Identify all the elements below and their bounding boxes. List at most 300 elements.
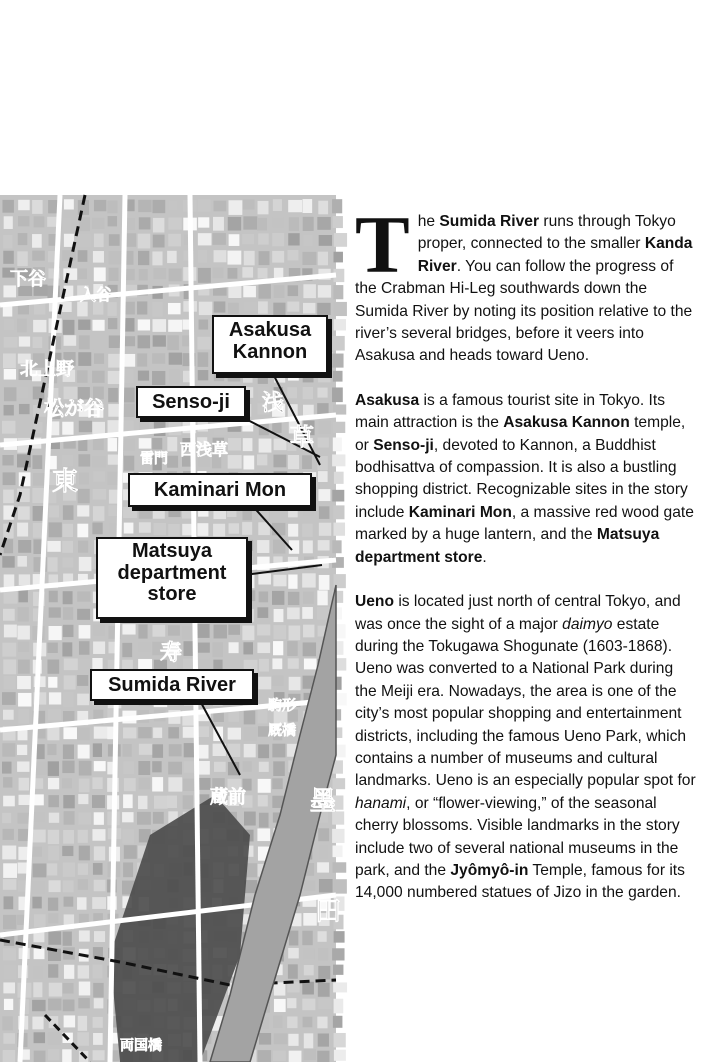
map-block — [317, 607, 329, 620]
map-block — [332, 454, 345, 466]
map-place-name: 草 — [290, 423, 314, 451]
map-block — [3, 353, 16, 368]
map-block — [303, 948, 315, 959]
map-block — [62, 846, 73, 856]
map-block — [257, 540, 269, 553]
map-block — [137, 301, 147, 314]
map-place-name: 両国橋 — [120, 1038, 162, 1054]
map-block — [273, 641, 283, 655]
map-block — [318, 540, 330, 550]
map-block — [304, 880, 315, 891]
map-block — [273, 625, 286, 639]
map-block — [63, 744, 74, 759]
map-block — [93, 947, 103, 958]
map-block — [303, 625, 314, 638]
map-block — [288, 658, 299, 668]
map-block — [63, 607, 73, 620]
p2-bold-senso-ji: Senso-ji — [373, 436, 434, 454]
map-block — [17, 761, 29, 771]
map-block — [228, 624, 240, 634]
map-block — [3, 777, 12, 787]
map-block — [302, 982, 314, 995]
map-block — [78, 489, 90, 503]
map-block — [288, 574, 297, 588]
map-block — [242, 267, 253, 278]
map-block — [48, 557, 58, 571]
map-block — [318, 931, 327, 942]
map-block — [138, 335, 151, 348]
map-block — [243, 199, 255, 209]
map-block — [288, 524, 298, 537]
map-block — [3, 948, 16, 960]
map-block — [168, 200, 177, 210]
map-block — [214, 201, 227, 212]
map-block — [3, 505, 13, 519]
map-block — [77, 694, 89, 706]
map-block — [274, 1033, 288, 1044]
map-block — [94, 846, 105, 860]
map-block — [304, 1033, 313, 1048]
map-block — [243, 761, 252, 771]
map-block — [79, 930, 90, 941]
map-block — [318, 285, 331, 298]
callout-asakusa-kannon-line2: Kannon — [232, 340, 308, 363]
map-block — [78, 745, 90, 759]
p3-text-2: estate during the Tokugawa Shogunate (1603-1868). Ueno was converted to a National Park during the Meiji era. Nowadays, the area is one of the city’s most popular shopping and entertainment districts, including the famous Ueno Park, which contains a number of museums and cultural landmarks. Ueno is an especially popular spot for — [355, 615, 696, 790]
map-block — [318, 966, 330, 979]
map-block — [78, 1016, 87, 1031]
map-block — [272, 217, 284, 227]
map-block — [288, 285, 298, 296]
map-block — [289, 931, 298, 946]
p1-bold-kanda-river: Kanda River — [417, 235, 693, 275]
map-block — [19, 337, 30, 347]
map-block — [18, 200, 30, 210]
map-block — [273, 455, 286, 468]
map-block — [2, 692, 16, 705]
p1-text-3: . You can follow the progress of the Crabman Hi-Leg southwards down the Sumida River by noting its position relative to the river’s several bridges, before it veers into Asakusa and heads toward Ueno. — [355, 257, 693, 365]
map-block — [47, 541, 60, 552]
map-block — [288, 948, 299, 958]
callout-sumida-river-text: Sumida River — [108, 674, 236, 696]
p2-text-1: is a famous tourist site in Tokyo. Its main attraction is the — [355, 391, 666, 432]
map-block — [32, 1000, 45, 1011]
map-block — [258, 301, 268, 313]
map-block — [258, 795, 268, 806]
map-block — [287, 641, 298, 656]
map-block — [243, 286, 256, 297]
map-block — [78, 320, 90, 330]
map-block — [228, 728, 241, 740]
map-block — [288, 200, 302, 212]
map-block — [124, 523, 134, 534]
map-block — [288, 507, 298, 518]
map-block — [303, 642, 316, 656]
map-block — [272, 591, 284, 605]
map-place-name: 雷門 — [140, 451, 168, 467]
map-block — [138, 371, 149, 381]
map-place-name: 東 — [52, 467, 79, 497]
map-block — [4, 216, 13, 229]
map-block — [152, 353, 165, 364]
map-block — [334, 1050, 346, 1061]
map-block — [273, 761, 285, 776]
map-block — [274, 285, 285, 298]
map-block — [288, 964, 298, 978]
map-block — [303, 1049, 316, 1060]
map-block — [2, 200, 13, 213]
map-block — [93, 641, 105, 653]
map-block — [228, 303, 239, 314]
map-block — [48, 964, 58, 978]
map-block — [32, 897, 41, 909]
map-block — [152, 302, 162, 317]
map-block — [78, 965, 89, 978]
map-block — [94, 880, 106, 891]
map-block — [139, 744, 153, 755]
map-block — [274, 609, 284, 622]
map-block — [93, 471, 105, 481]
map-block — [48, 1032, 61, 1045]
map-block — [63, 692, 73, 707]
map-block — [63, 880, 74, 892]
map-block — [92, 422, 105, 434]
map-block — [183, 795, 193, 809]
map-block — [302, 524, 313, 537]
map-block — [48, 830, 59, 844]
map-block — [243, 642, 253, 654]
map-block — [288, 233, 299, 245]
map-block — [47, 863, 57, 875]
map-block — [49, 626, 62, 640]
map-block — [3, 965, 16, 979]
map-block — [152, 744, 163, 758]
map-block — [168, 303, 181, 314]
map-block — [33, 523, 43, 538]
map-block — [318, 420, 331, 434]
map-block — [169, 269, 182, 282]
paragraph-sumida-river — [355, 199, 699, 368]
map-block — [289, 1051, 302, 1062]
map-block — [319, 575, 330, 590]
map-block — [78, 812, 91, 824]
map-block — [79, 557, 92, 571]
map-block — [257, 829, 270, 842]
map-block — [48, 931, 61, 944]
map-block — [17, 454, 31, 467]
map-block — [304, 965, 314, 975]
map-block — [214, 762, 226, 772]
map-block — [63, 625, 74, 637]
map-block — [287, 1016, 297, 1028]
drop-cap: T — [355, 199, 410, 290]
p3-text-1: is located just north of central Tokyo, and was once the sight of a major — [355, 593, 681, 633]
map-block — [79, 421, 92, 432]
map-block — [19, 795, 30, 805]
map-block — [287, 387, 297, 398]
map-block — [64, 675, 76, 689]
map-block — [272, 233, 284, 246]
map-block — [318, 489, 330, 501]
map-block — [332, 829, 344, 843]
map-block — [109, 268, 119, 281]
map-block — [273, 1015, 282, 1028]
map-block — [153, 268, 166, 279]
map-block — [63, 524, 73, 537]
map-block — [3, 829, 14, 840]
map-block — [272, 778, 282, 789]
map-block — [123, 727, 136, 738]
map-block — [243, 438, 253, 451]
map-block — [122, 420, 133, 431]
map-place-name: 松が谷 — [44, 396, 104, 420]
map-block — [18, 506, 30, 519]
map-block — [303, 387, 313, 399]
map-block — [93, 438, 104, 450]
callout-matsuya-line2: department — [117, 561, 227, 584]
p2-text-4: , a massive red wood gate marked by a huge lantern, and the — [355, 503, 694, 544]
map-block — [258, 1050, 272, 1062]
map-block — [258, 744, 269, 758]
map-block — [33, 966, 44, 979]
map-block — [2, 1016, 13, 1030]
map-block — [33, 337, 43, 348]
p3-text-4: Temple, famous for its 14,000 numbered statues of Jizo in the garden. — [355, 861, 685, 902]
map-block — [4, 319, 14, 330]
map-block — [274, 999, 286, 1012]
map-block — [63, 795, 74, 808]
map-block — [274, 507, 287, 521]
map-block — [168, 727, 179, 738]
map-block — [109, 523, 118, 534]
map-block — [122, 403, 135, 417]
map-block — [33, 812, 46, 822]
map-block — [334, 1033, 346, 1047]
map-block — [124, 845, 137, 859]
map-block — [63, 505, 74, 520]
map-block — [94, 812, 104, 825]
map-place-name: 西浅草 — [180, 440, 229, 459]
map-block — [184, 761, 195, 773]
map-block — [79, 779, 90, 793]
map-block — [92, 829, 105, 841]
map-block — [287, 250, 298, 260]
map-block — [17, 523, 28, 537]
map-block — [198, 268, 211, 283]
map-block — [93, 336, 107, 350]
map-block — [49, 880, 61, 892]
p3-italic-daimyo: daimyo — [562, 615, 613, 633]
map-block — [334, 233, 347, 247]
map-block — [77, 233, 91, 247]
map-block — [334, 999, 344, 1014]
map-block — [62, 541, 73, 553]
map-block — [242, 626, 254, 641]
map-block — [94, 998, 104, 1008]
map-block — [123, 761, 134, 774]
map-block — [63, 268, 77, 280]
map-block — [152, 371, 165, 385]
map-block — [259, 762, 269, 772]
map-block — [123, 507, 137, 518]
map-block — [124, 336, 135, 346]
map-block — [198, 352, 209, 367]
map-block — [317, 303, 330, 315]
map-block — [302, 931, 312, 945]
map-block — [212, 642, 223, 657]
paragraph-asakusa — [355, 390, 699, 569]
map-block — [122, 812, 133, 822]
map-block — [332, 490, 344, 502]
map-block — [138, 642, 152, 652]
map-block — [32, 488, 44, 503]
map-block — [137, 812, 151, 825]
map-block — [198, 643, 210, 653]
map-block — [49, 607, 61, 617]
map-block — [3, 251, 14, 264]
map-block — [94, 200, 106, 211]
map-block — [48, 761, 59, 776]
map-block — [3, 915, 16, 929]
map-block — [108, 216, 117, 226]
map-block — [274, 982, 285, 995]
map-block — [92, 777, 102, 789]
map-block — [272, 676, 284, 686]
map-block — [48, 913, 58, 923]
map-block — [2, 762, 11, 774]
map-block — [332, 387, 343, 402]
map-block — [92, 371, 105, 383]
map-block — [182, 626, 193, 640]
map-block — [108, 251, 121, 264]
map-block — [47, 744, 56, 755]
map-block — [319, 879, 333, 892]
map-block — [318, 998, 332, 1009]
map-block — [317, 862, 329, 872]
map-block — [289, 677, 301, 690]
map-block — [33, 982, 42, 997]
map-block — [78, 830, 88, 843]
map-place-name: 厩橋 — [268, 723, 296, 739]
map-block — [334, 472, 344, 484]
map-block — [258, 268, 268, 278]
map-block — [19, 574, 30, 585]
map-block — [138, 796, 147, 809]
map-block — [333, 845, 343, 857]
map-block — [93, 983, 104, 998]
map-block — [78, 454, 90, 466]
map-block — [228, 710, 239, 721]
map-block — [77, 675, 88, 686]
p2-bold-kaminari-mon: Kaminari Mon — [408, 503, 512, 521]
map-block — [63, 862, 75, 876]
map-block — [94, 931, 105, 942]
map-block — [49, 522, 62, 537]
callout-sumida-river — [90, 669, 254, 701]
map-block — [64, 1015, 76, 1027]
map-block — [2, 845, 16, 859]
map-block — [63, 320, 75, 335]
map-block — [213, 267, 224, 278]
map-block — [303, 1017, 313, 1028]
map-block — [47, 660, 59, 674]
map-block — [319, 845, 329, 860]
map-block — [213, 524, 225, 537]
map-block — [93, 506, 104, 521]
map-block — [122, 624, 135, 634]
map-block — [169, 744, 182, 756]
map-block — [32, 251, 45, 261]
map-block — [274, 439, 287, 451]
map-block — [303, 540, 313, 553]
map-block — [49, 591, 58, 603]
map-block — [18, 556, 27, 567]
map-block — [139, 217, 151, 229]
map-place-name: 寿 — [160, 641, 183, 666]
map-block — [318, 828, 329, 841]
map-block — [167, 437, 177, 451]
map-block — [78, 659, 90, 670]
map-block — [167, 251, 177, 263]
map-block — [63, 711, 74, 723]
map-block — [198, 745, 208, 759]
map-block — [258, 779, 271, 793]
map-block — [228, 455, 242, 469]
map-block — [123, 388, 134, 403]
map-block — [107, 302, 116, 316]
map-block — [259, 251, 270, 265]
map-block — [3, 235, 12, 249]
map-block — [108, 438, 117, 451]
map-place-name: 駒形 — [268, 698, 296, 714]
map-block — [18, 590, 27, 602]
paragraph-ueno — [355, 591, 699, 905]
map-block — [198, 250, 207, 262]
map-block — [139, 522, 151, 532]
map-block — [48, 846, 59, 861]
map-block — [77, 1032, 89, 1046]
map-place-name: 入谷 — [80, 285, 113, 304]
map-block — [62, 218, 72, 230]
map-block — [229, 523, 240, 533]
map-block — [258, 201, 269, 214]
map-block — [4, 369, 16, 380]
map-block — [123, 354, 135, 367]
p2-bold-asakusa-kannon: Asakusa Kannon — [503, 414, 630, 432]
map-block — [92, 523, 102, 535]
map-block — [48, 999, 61, 1011]
map-block — [214, 301, 226, 312]
map-block — [124, 318, 135, 331]
map-block — [92, 456, 106, 468]
map-block — [318, 438, 329, 448]
map-block — [273, 199, 282, 211]
map-block — [48, 898, 58, 911]
map-block — [17, 626, 29, 640]
map-block — [153, 319, 167, 332]
map-block — [64, 811, 75, 825]
map-block — [18, 607, 29, 621]
map-block — [94, 267, 106, 281]
map-block — [3, 472, 16, 485]
map-block — [333, 505, 344, 519]
map-block — [213, 217, 224, 231]
map-block — [289, 217, 299, 231]
map-block — [243, 301, 257, 311]
map-block — [93, 251, 104, 263]
map-block — [34, 948, 45, 959]
p2-bold-matsuya: Matsuya department store — [355, 526, 660, 566]
